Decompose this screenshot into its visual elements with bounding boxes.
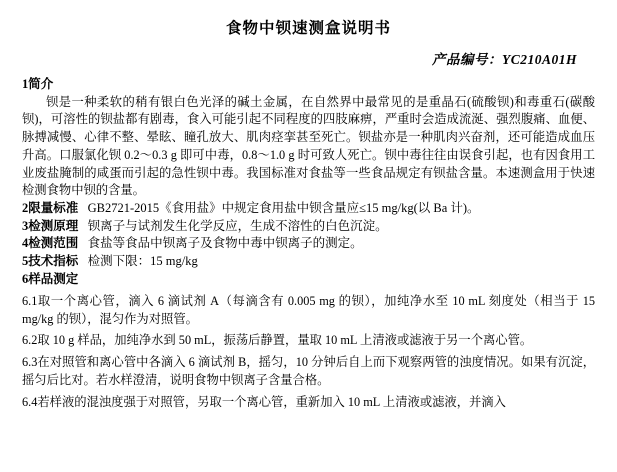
section-1-paragraph: 钡是一种柔软的稍有银白色光泽的碱土金属，在自然界中最常见的是重晶石(硫酸钡)和毒重石(碳酸钡)，可溶性的钡盐都有剧毒，食入可能引起不同程度的四肢麻痹，严重时会造成流涎、强烈腹痛、血便、脉搏减慢、心律不整、晕眩、瞳孔放大、肌肉痉挛甚至死亡。钡盐亦是一种肌肉兴奋剂，还可能造成血压升高。口服氯化钡 0.2～0.3 g 即可中毒，0.8～1.0 g 时可致人死亡。钡中毒往往由误食引起，也有因食用工业废盐腌制的咸蛋而引起的急性钡中毒。我国标准对食盐等一些食品规定有钡盐含量。本速测盒用于快速检测食物中钡的含量。 [22, 94, 595, 198]
product-code-value: YC210A01H [501, 52, 577, 67]
section-5-heading [22, 253, 595, 271]
step-text: 在对照管和离心管中各滴入 6 滴试剂 B，摇匀，10 分钟后自上而下观察两管的浊度情况。如果有沉淀，摇匀后比对。若水样澄清，说明食物中钡离子含量合格。 [22, 355, 595, 388]
step-item [22, 332, 595, 350]
section-2-text: GB2721-2015《食用盐》中规定食用盐中钡含量应≤15 mg/kg(以 Ba 计)。 [87, 200, 480, 215]
section-2-heading [22, 200, 595, 218]
step-text: 取一个离心管，滴入 6 滴试剂 A（每滴含有 0.005 mg 的钡），加纯净水至 10 mL 刻度处（相当于 15 mg/kg 的钡），混匀作为对照管。 [22, 293, 595, 326]
section-3-number: 3 [22, 218, 29, 233]
product-code-label: 产品编号： [431, 52, 502, 67]
section-3-heading [22, 218, 595, 236]
section-3-text: 钡离子与试剂发生化学反应，生成不溶性的白色沉淀。 [87, 218, 388, 233]
section-3-title: 检测原理 [28, 218, 79, 233]
step-item [22, 293, 595, 329]
section-4-heading [22, 235, 595, 253]
page-title: 食物中钡速测盒说明书 [225, 20, 391, 37]
section-scope [22, 235, 595, 253]
section-5-number: 5 [22, 254, 29, 269]
section-1-number: 1 [22, 77, 29, 91]
section-4-title: 检测范围 [28, 236, 79, 251]
section-6-heading [22, 271, 595, 289]
section-limit-standard [22, 200, 595, 218]
section-5-title: 技术指标 [28, 254, 79, 269]
section-1-title: 简介 [28, 77, 54, 91]
section-6-number: 6 [22, 271, 29, 286]
step-text: 若样液的混浊度强于对照管，另取一个离心管，重新加入 10 mL 上清液或滤液，并滴入 [37, 394, 506, 409]
section-principle [22, 218, 595, 236]
step-number: 6.3 [22, 355, 38, 370]
step-item [22, 394, 595, 412]
step-number: 6.1 [22, 293, 38, 308]
section-1-heading [22, 76, 595, 94]
section-2-number: 2 [22, 200, 29, 215]
section-6-title: 样品测定 [28, 271, 79, 286]
section-specs [22, 253, 595, 271]
step-text: 取 10 g 样品，加纯净水到 50 mL，振荡后静置，量取 10 mL 上清液或滤液于另一个离心管。 [37, 333, 533, 348]
section-4-text: 食盐等食品中钡离子及食物中毒中钡离子的测定。 [87, 236, 363, 251]
section-intro [22, 76, 595, 200]
section-sample-measurement [22, 271, 595, 412]
step-number: 6.2 [22, 333, 38, 348]
section-2-title: 限量标准 [28, 200, 79, 215]
section-4-number: 4 [22, 236, 29, 251]
step-item [22, 354, 595, 390]
step-number: 6.4 [22, 394, 38, 409]
section-5-text: 检测下限：15 mg/kg [87, 254, 198, 269]
product-code [22, 48, 577, 68]
